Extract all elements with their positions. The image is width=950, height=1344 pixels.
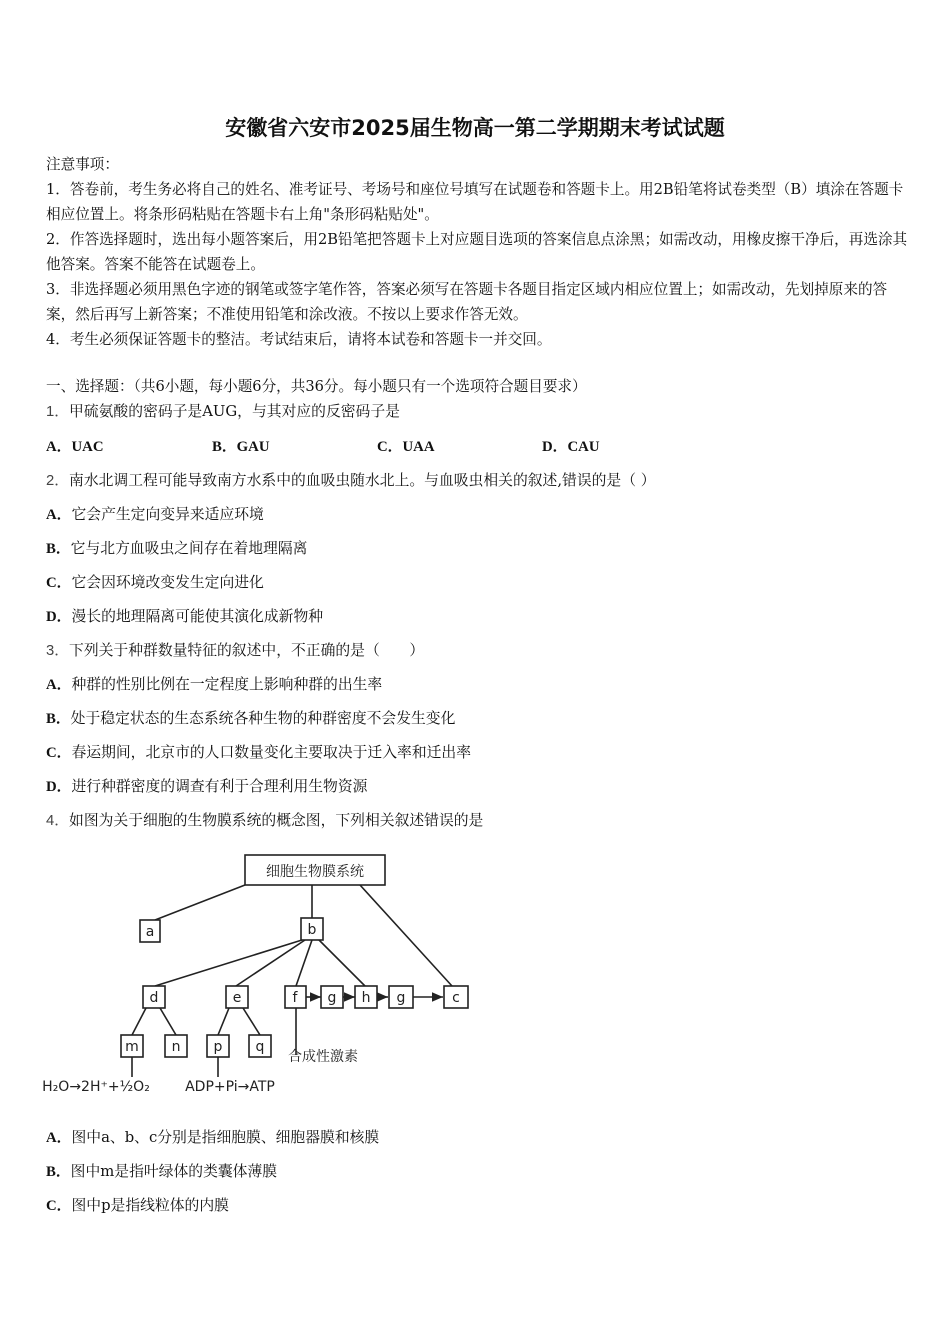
node-q-label: q xyxy=(255,1039,265,1055)
q3-option-a: A．种群的性别比例在一定程度上影响种群的出生率 xyxy=(46,676,383,693)
node-m-label: m xyxy=(125,1039,139,1055)
question-text: 甲硫氨酸的密码子是AUG，与其对应的反密码子是 xyxy=(69,403,400,420)
question-4 xyxy=(46,809,483,830)
q1-option-b: B．GAU xyxy=(212,439,270,455)
q1-option-a: A．UAC xyxy=(46,439,104,455)
question-text: 南水北调工程可能导致南方水系中的血吸虫随水北上。与血吸虫相关的叙述,错误的是（ ） xyxy=(69,472,656,489)
node-p-label: p xyxy=(213,1039,223,1055)
q2-option-a: A．它会产生定向变异来适应环境 xyxy=(46,506,264,523)
node-c-label: c xyxy=(452,990,460,1006)
note-item-1: 1．答卷前，考生务必将自己的姓名、准考证号、考场号和座位号填写在试题卷和答题卡上。用2B铅笔将试卷类型（B）填涂在答题卡相应位置上。将条形码粘贴在答题卡右上角"条形码粘贴处"。 xyxy=(46,181,904,223)
q1-option-d: D．CAU xyxy=(542,439,600,455)
question-2 xyxy=(46,469,656,490)
node-g2-label: g xyxy=(396,990,406,1006)
question-text: 如图为关于细胞的生物膜系统的概念图，下列相关叙述错误的是 xyxy=(69,812,484,829)
question-1 xyxy=(46,400,400,421)
node-h-label: h xyxy=(361,990,371,1006)
node-a-label: a xyxy=(145,924,155,940)
question-number: 2． xyxy=(46,473,70,489)
q3-option-b: B．处于稳定状态的生态系统各种生物的种群密度不会发生变化 xyxy=(46,710,456,727)
section-heading: 一、选择题：（共6小题，每小题6分，共36分。每小题只有一个选项符合题目要求） xyxy=(46,378,587,395)
node-d-label: d xyxy=(149,990,159,1006)
node-b-label: b xyxy=(307,922,317,938)
q4-option-a: A．图中a、b、c分别是指细胞膜、细胞器膜和核膜 xyxy=(46,1129,380,1146)
reaction-p-label: ADP+Pi→ATP xyxy=(185,1079,275,1095)
reaction-m-label: H₂O→2H⁺+½O₂ xyxy=(42,1079,150,1095)
membrane-concept-diagram xyxy=(40,845,480,1105)
page-title: 安徽省六安市2025届生物高一第二学期期末考试试题 xyxy=(225,116,725,140)
diagram-root-label: 细胞生物膜系统 xyxy=(266,864,364,880)
node-g1-label: g xyxy=(327,990,337,1006)
q1-option-c: C．UAA xyxy=(377,439,435,455)
node-e-label: e xyxy=(232,990,242,1006)
q4-option-c: C．图中p是指线粒体的内膜 xyxy=(46,1197,229,1214)
q2-option-b: B．它与北方血吸虫之间存在着地理隔离 xyxy=(46,540,308,557)
q2-option-d: D．漫长的地理隔离可能使其演化成新物种 xyxy=(46,608,324,625)
node-n-label: n xyxy=(171,1039,181,1055)
question-number: 4． xyxy=(46,813,70,829)
note-item-2: 2．作答选择题时，选出每小题答案后，用2B铅笔把答题卡上对应题目选项的答案信息点涂黑；如需改动，用橡皮擦干净后，再选涂其他答案。答案不能答在试题卷上。 xyxy=(46,231,908,273)
question-3 xyxy=(46,639,424,660)
q2-option-c: C．它会因环境改变发生定向进化 xyxy=(46,574,264,591)
question-text: 下列关于种群数量特征的叙述中，不正确的是（ ） xyxy=(69,642,425,659)
notes-header: 注意事项： xyxy=(46,156,119,173)
notes-block xyxy=(46,152,908,352)
note-item-3: 3．非选择题必须用黑色字迹的钢笔或签字笔作答，答案必须写在答题卡各题目指定区域内相应位置上；如需改动，先划掉原来的答案，然后再写上新答案；不准使用铅笔和涂改液。不按以上要求作答无效。 xyxy=(46,281,888,323)
note-item-4: 4．考生必须保证答题卡的整洁。考试结束后，请将本试卷和答题卡一并交回。 xyxy=(46,331,552,348)
q3-option-c: C．春运期间，北京市的人口数量变化主要取决于迁入率和迁出率 xyxy=(46,744,472,761)
q3-option-d: D．进行种群密度的调查有利于合理利用生物资源 xyxy=(46,778,368,795)
question-number: 3． xyxy=(46,643,70,659)
hormone-label: 合成性激素 xyxy=(288,1049,358,1065)
node-f-label: f xyxy=(292,990,298,1006)
question-number: 1． xyxy=(46,404,70,420)
q4-option-b: B．图中m是指叶绿体的类囊体薄膜 xyxy=(46,1163,278,1180)
